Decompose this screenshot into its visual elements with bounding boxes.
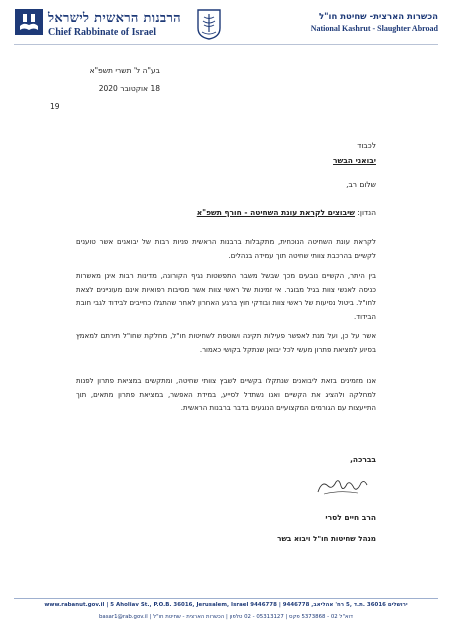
hebrew-date: בע"ה ל' תשרי תשפ"א <box>89 66 160 75</box>
greeting: שלום רב, <box>346 180 376 189</box>
signer-name: הרב חיים לסרי <box>325 513 376 522</box>
handwritten-signature <box>314 474 370 498</box>
organization-header <box>48 10 181 38</box>
footer-address: www.rabanut.gov.il | 5 Aholiav St., P.O.B. 36016, Jerusalem, Israel 9446778 | 9446778 ,ירושלים 36016 .ת.ד ,5 רח' אהליאב <box>44 602 408 608</box>
header-divider <box>14 44 438 45</box>
date-block <box>50 62 160 116</box>
department-name-hebrew: הכשרות הארצית- שחיטת חו"ל <box>318 12 438 22</box>
addressee-name: יבואני הבשר <box>333 156 376 165</box>
footer-contact: basar1@rab.gov.il | דוא"ל 02 - 5373868 פקס | 05313127 - 02 טלפון | הכשרות הארצית - שחיטת חו"ל <box>99 614 353 620</box>
department-header <box>311 12 438 33</box>
gregorian-date: 18 אוקטובר 2020 <box>98 84 160 93</box>
subject-line <box>197 208 376 217</box>
reference-number: 19 <box>50 102 60 111</box>
body-paragraph: אשר על כן, ועל מנת לאפשר פעילות תקינה ושוטפת לשחיטות חו"ל, מחלקת שחו"ל תירתם למאמץ בסיוע למציאת פתרון מעשי לכל יבואן שנתקל בקושי כאמור. <box>76 332 376 354</box>
body-paragraph: בין היתר, הקשיים נובעים מכך שבשל משבר התפשטות נגיף הקורונה, מדינות רבות אינן מאשרות כניסה לאנשי צוות בגיל מבוגר. אי זמינות של ראשי צוות אשר מסיבות רפואיות אינם מעוניינים לצאת לחו"ל. ביטול נסיעות של ראשי צוות ובודקי חוץ ברגע האחרון לאחר שהתגלו כחייבים לבידוד לגבי חובת הבידוד. <box>76 272 376 321</box>
addressee-label: לכבוד <box>357 141 376 150</box>
state-emblem-icon <box>196 8 222 40</box>
subject-label: הנדון: <box>357 208 376 217</box>
organization-name-hebrew: הרבנות הראשית לישראל <box>48 11 181 26</box>
department-name-english: National Kashrut - Slaughter Abroad <box>310 24 438 33</box>
body-paragraph: אנו מזמינים בזאת ליבואנים שנתקלו בקשיים לשבץ צוותי שחיטה, ומתקשים במציאת פתרון לפנות למחלקה ולהציג את הקשיים ואנו נשתדל לסייע, במידת האפשר, במציאת פתרון מתאים, תוך התייעצות עם הגורמים המקצועיים הנוגעים בדבר ברבנות הראשית. <box>76 377 376 412</box>
organization-name-english: Chief Rabbinate of Israel <box>48 27 157 38</box>
body-paragraph: לקראת עונת השחיטה הנוכחית, מתקבלות ברבנות הראשית פניות רבות של יבואנים אשר טוענים לקשיים בהרכבת צוותי שחיטה תוך עמידה בנהלים. <box>76 238 376 260</box>
signer-role: מנהל שחיטות חו"ל ויבוא בשר <box>277 534 376 543</box>
closing-blessing: בברכה, <box>350 455 376 464</box>
footer-divider <box>14 598 438 599</box>
rabbinate-logo-icon <box>14 8 44 36</box>
subject-title: שיבוצים לקראת עונת השחיטה - חורף תשפ"א <box>196 208 355 217</box>
